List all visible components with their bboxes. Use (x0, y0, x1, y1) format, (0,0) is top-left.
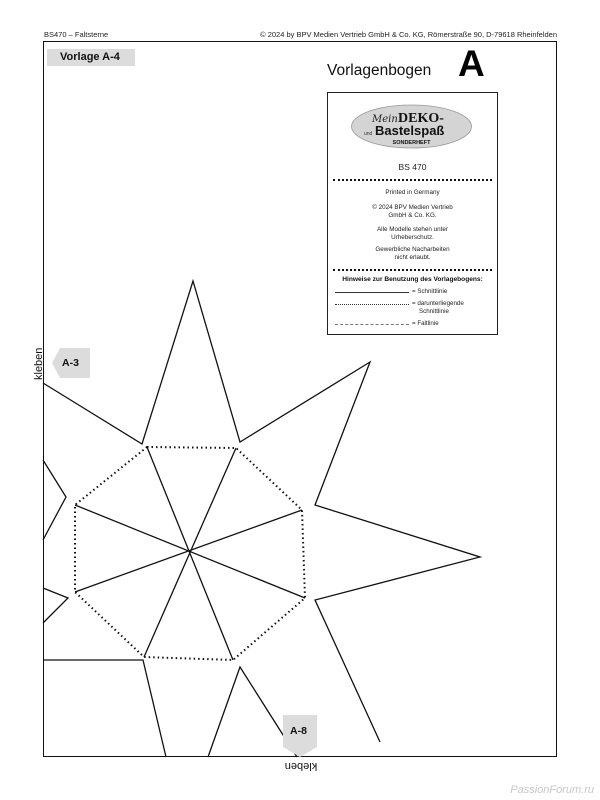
legend-hidden-cut-label: = darunterliegende Schnittlinie (412, 300, 464, 315)
star-cut-outline-upper (43, 281, 480, 742)
info-box (327, 92, 498, 335)
vorlage-tag: Vorlage A-4 (47, 49, 135, 66)
copyright-text: © 2024 BPV Medien Vertrieb GmbH & Co. KG. (372, 204, 453, 220)
svg-text:Bastelspaß: Bastelspaß (375, 123, 445, 138)
legend-dashed-line (335, 324, 409, 325)
header-right: © 2024 by BPV Medien Vertrieb GmbH & Co. KG, Römerstraße 90, D-79618 Rheinfelden (260, 30, 557, 39)
legend-cut-label: = Schnittlinie (412, 288, 448, 295)
dotted-separator (333, 179, 492, 181)
sheet-letter: A (458, 43, 485, 84)
deko-bastelspass-logo (350, 104, 473, 149)
star-cut-outline-lower (43, 660, 166, 757)
tab-a3-label: A-3 (62, 357, 79, 369)
bs-number: BS 470 (398, 162, 427, 172)
legend-dotted-line (335, 304, 409, 305)
rights-text: Alle Modelle stehen unter Urheberschutz. (376, 226, 449, 242)
star-cut-outline-left-tip-2 (43, 588, 68, 623)
watermark: PassionForum.ru (510, 784, 594, 796)
sheet-title: Vorlagenbogen (327, 62, 432, 79)
commercial-note: Gewerbliche Nacharbeiten nicht erlaubt. (375, 246, 450, 262)
svg-text:SONDERHEFT: SONDERHEFT (392, 140, 431, 146)
star-cut-outline-left-tip (43, 460, 66, 540)
svg-text:und: und (364, 131, 373, 137)
printed-in: Printed in Germany (385, 189, 440, 196)
svg-text:Mein: Mein (372, 114, 398, 125)
legend-fold-label: = Faltlinie (412, 320, 439, 327)
glue-label-bottom: kleben (284, 760, 318, 772)
star-radial-lines (75, 447, 305, 660)
svg-text:DEKO-: DEKO- (398, 111, 444, 126)
hints-title: Hinweise zur Benutzung des Vorlagebogens: (342, 276, 483, 283)
header-left: BS470 – Faltsterne (44, 30, 109, 39)
dotted-separator (333, 269, 492, 271)
tab-a8-label: A-8 (290, 725, 307, 737)
glue-label-left: kleben (33, 347, 45, 380)
legend-solid-line (335, 292, 409, 293)
